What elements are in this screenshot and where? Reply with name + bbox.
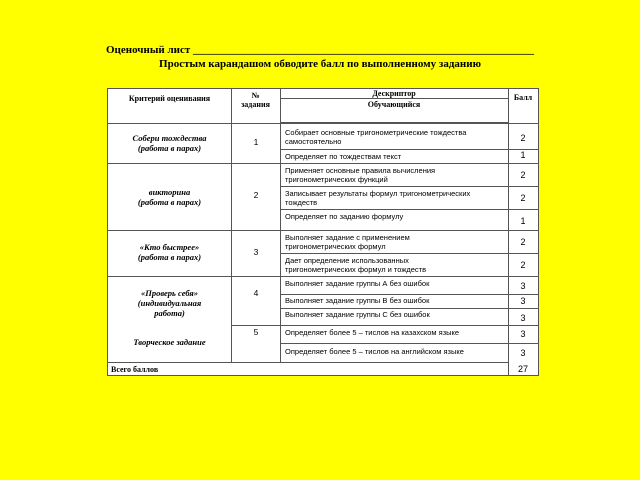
criterion-1 [108,133,231,153]
descriptor-text: Записывает результаты формул тригонометрических тождеств [285,189,471,207]
header-task-number: № [251,91,260,100]
criterion-text: «Проверь себя» [140,288,199,298]
criterion-text: работа) [154,308,185,318]
criterion-5 [108,337,231,347]
criterion-text: викторина [148,187,191,197]
total-label: Всего баллов [111,365,159,374]
score-value[interactable]: 2 [520,170,526,180]
descriptor-text: Выполняет задание с применением тригонометрических формул [285,233,410,251]
criterion-3 [108,242,231,262]
divider [280,149,538,150]
divider [280,209,538,210]
header-student: Обучающийся [367,100,421,109]
score-value[interactable]: 2 [520,133,526,143]
score-value[interactable]: 1 [520,216,526,226]
header-task-word: задания [241,100,270,109]
score-value[interactable]: 1 [520,150,526,160]
criterion-text: (работа в парах) [137,143,202,153]
divider [108,276,280,277]
divider [280,253,538,254]
divider [508,89,509,376]
score-value[interactable]: 3 [520,348,526,358]
task-number: 3 [253,247,259,257]
task-number: 2 [253,190,259,200]
evaluation-table [107,88,539,376]
score-value[interactable]: 2 [520,260,526,270]
descriptor-text: Собирает основные тригонометрические тождества самостоятельно [285,128,467,146]
divider [280,89,281,362]
criterion-text: (работа в парах) [137,197,202,207]
descriptor-text: Применяет основные правила вычисления тригонометрических функций [285,166,436,184]
task-number: 1 [253,137,259,147]
divider [280,294,538,295]
task-number: 5 [253,327,259,337]
divider [108,163,280,164]
descriptor-text: Выполняет задание группы С без ошибок [285,310,430,319]
header-criterion: Критерий оценивания [128,94,211,103]
score-value[interactable]: 3 [520,329,526,339]
divider [280,163,538,164]
descriptor-text: Определяет более 5 – тислов на казахском языке [285,328,460,337]
divider [108,123,538,124]
descriptor-text: Определяет по заданию формулу [285,212,404,221]
total-value: 27 [517,364,528,374]
descriptor-text: Определяет по тождествам текст [285,152,402,161]
score-value[interactable]: 3 [520,296,526,306]
task-number: 4 [253,288,259,298]
divider [108,230,280,231]
criterion-text: «Кто быстрее» [139,242,200,252]
descriptor-text: Выполняет задание группы А без ошибок [285,279,430,288]
divider [231,89,232,362]
criterion-text: Собери тождества [132,133,207,143]
header-score: Балл [513,93,533,102]
header-descriptor: Дескриптор [372,89,416,98]
divider [280,343,538,344]
score-value[interactable]: 2 [520,193,526,203]
sheet-title: Оценочный лист ______________________________________________________________ [105,44,535,56]
divider [280,325,538,326]
score-value[interactable]: 3 [520,281,526,291]
divider [280,186,538,187]
divider [280,230,538,231]
criterion-text: Творческое задание [133,337,206,347]
divider [280,98,508,99]
criterion-text: (работа в парах) [137,252,202,262]
divider [280,276,538,277]
score-value[interactable]: 3 [520,313,526,323]
criterion-4 [108,288,231,318]
criterion-text: (индивидуальная [137,298,202,308]
criterion-2 [108,187,231,207]
descriptor-text: Определяет более 5 – тислов на английском языке [285,347,464,356]
score-value[interactable]: 2 [520,237,526,247]
sheet-subtitle: Простым карандашом обводите балл по выполненному заданию [159,58,481,70]
divider [231,325,280,326]
descriptor-text: Дает определение использованных тригонометрических формул и тождеств [285,256,427,274]
divider [108,362,508,363]
descriptor-text: Выполняет задание группы В без ошибок [285,296,430,305]
divider [280,308,538,309]
